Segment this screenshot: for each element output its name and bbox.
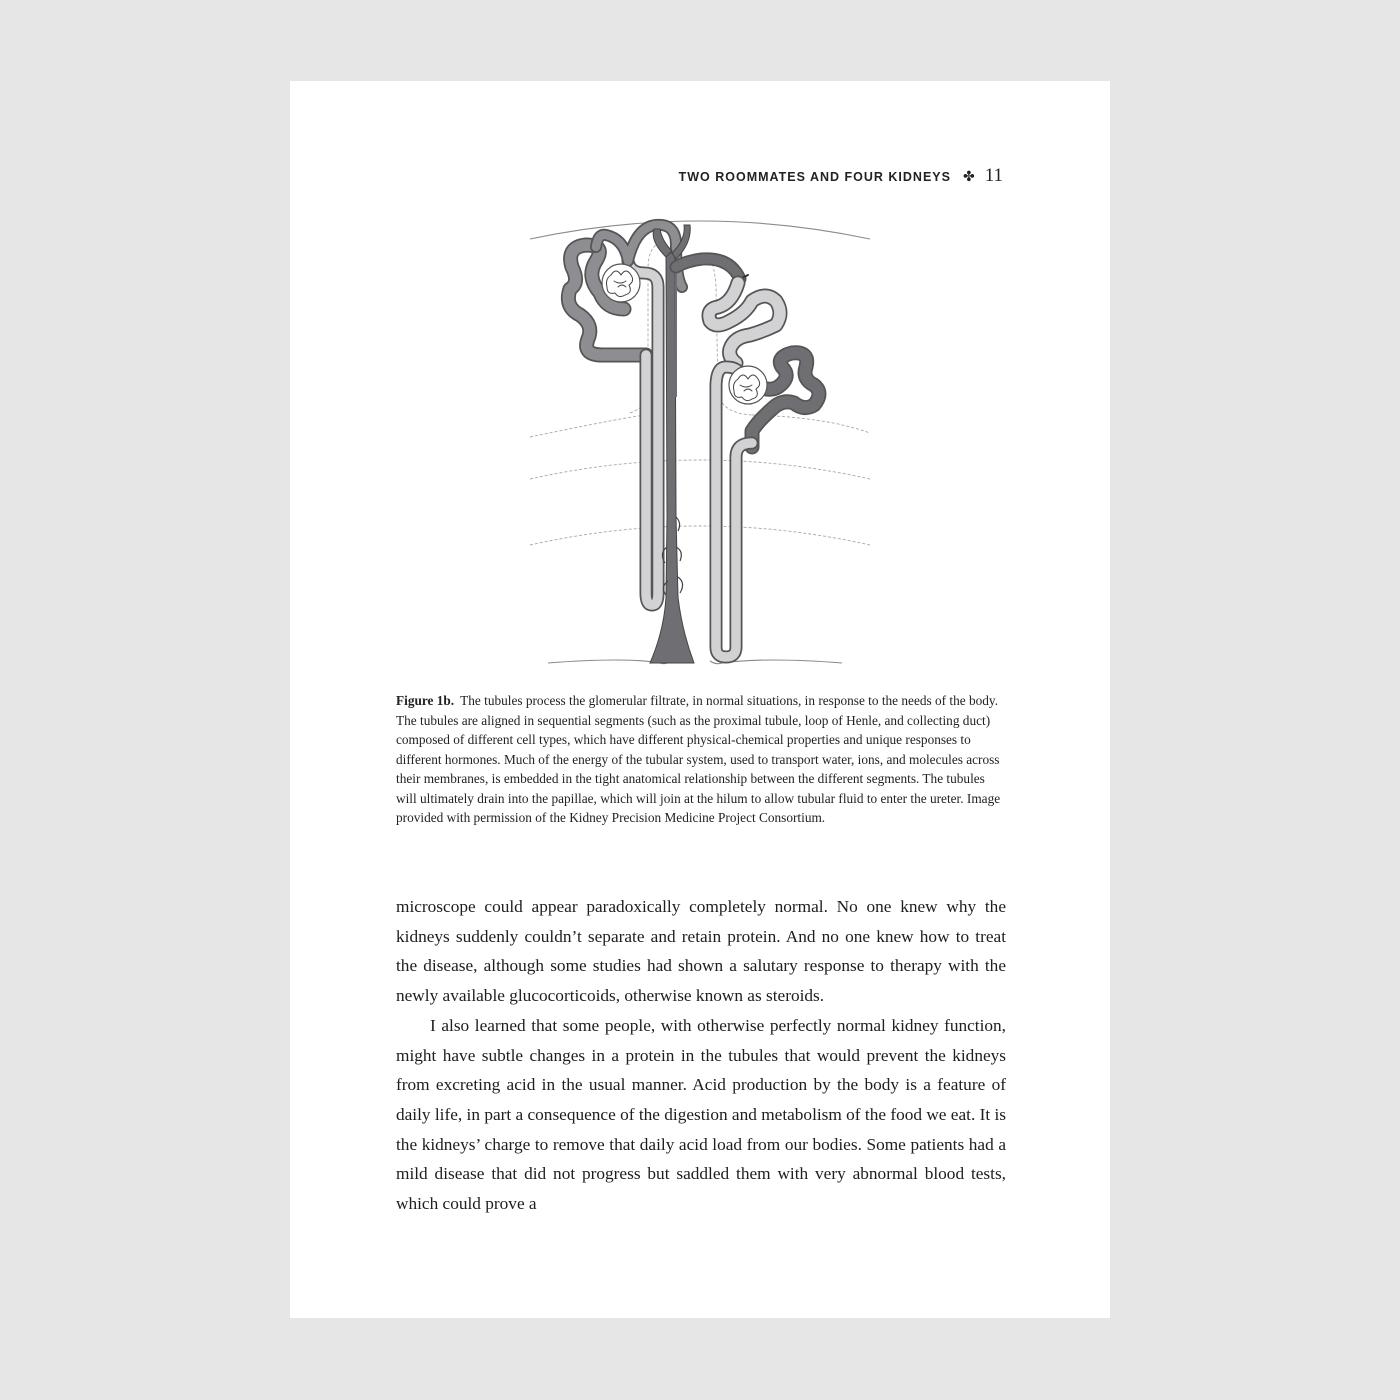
figure-caption-text: The tubules process the glomerular filtrate, in normal situations, in response to the needs of the body. The tubules are aligned in sequential segments (such as the proximal tubule, loop of Henle, and collecting duct) composed of different cell types, which have different physical-chemical properties and unique responses to different hormones. Much of the energy of the tubular system, used to transport water, ions, and molecules across their membranes, is embedded in the tight anatomical relationship between the different segments. The tubules will ultimately drain into the papillae, which will join at the hilum to allow tubular fluid to enter the ureter. Image provided with permission of the Kidney Precision Medicine Project Consortium. — [396, 693, 1001, 825]
glomerulus-2 — [729, 366, 767, 404]
cortex-boundary — [530, 415, 870, 437]
figure-caption — [396, 691, 1006, 828]
papilla-outline — [548, 660, 842, 664]
inner-medulla-boundary — [530, 526, 870, 545]
running-title: TWO ROOMMATES AND FOUR KIDNEYS — [678, 170, 951, 184]
body-text — [396, 892, 1006, 1219]
nephron-illustration — [526, 217, 874, 673]
fleuron-ornament-icon: ✤ — [962, 168, 975, 184]
figure-label: Figure 1b. — [396, 693, 455, 708]
nephron-figure — [526, 217, 874, 673]
capsule-line — [530, 221, 870, 239]
paragraph: I also learned that some people, with otherwise perfectly normal kidney function, might have subtle changes in a protein in the tubules that would prevent the kidneys from excreting acid in the usual manner. Acid production by the body is a feature of daily life, in part a consequence of the digestion and metabolism of the food we eat. It is the kidneys’ charge to remove that daily acid load from our bodies. Some patients had a mild disease that did not progress but saddled them with very abnormal blood tests, which could prove a — [396, 1015, 1006, 1214]
book-page — [290, 81, 1110, 1318]
outer-medulla-boundary — [530, 460, 870, 479]
paragraph: microscope could appear paradoxically completely normal. No one knew why the kidneys suddenly couldn’t separate and retain protein. And no one knew how to treat the disease, although some studies had shown a salutary response to therapy with the newly available glucocorticoids, otherwise known as steroids. — [396, 897, 1006, 1006]
running-head — [396, 164, 1003, 189]
page-number: 11 — [984, 165, 1003, 186]
nephron-long-loop — [709, 283, 819, 657]
